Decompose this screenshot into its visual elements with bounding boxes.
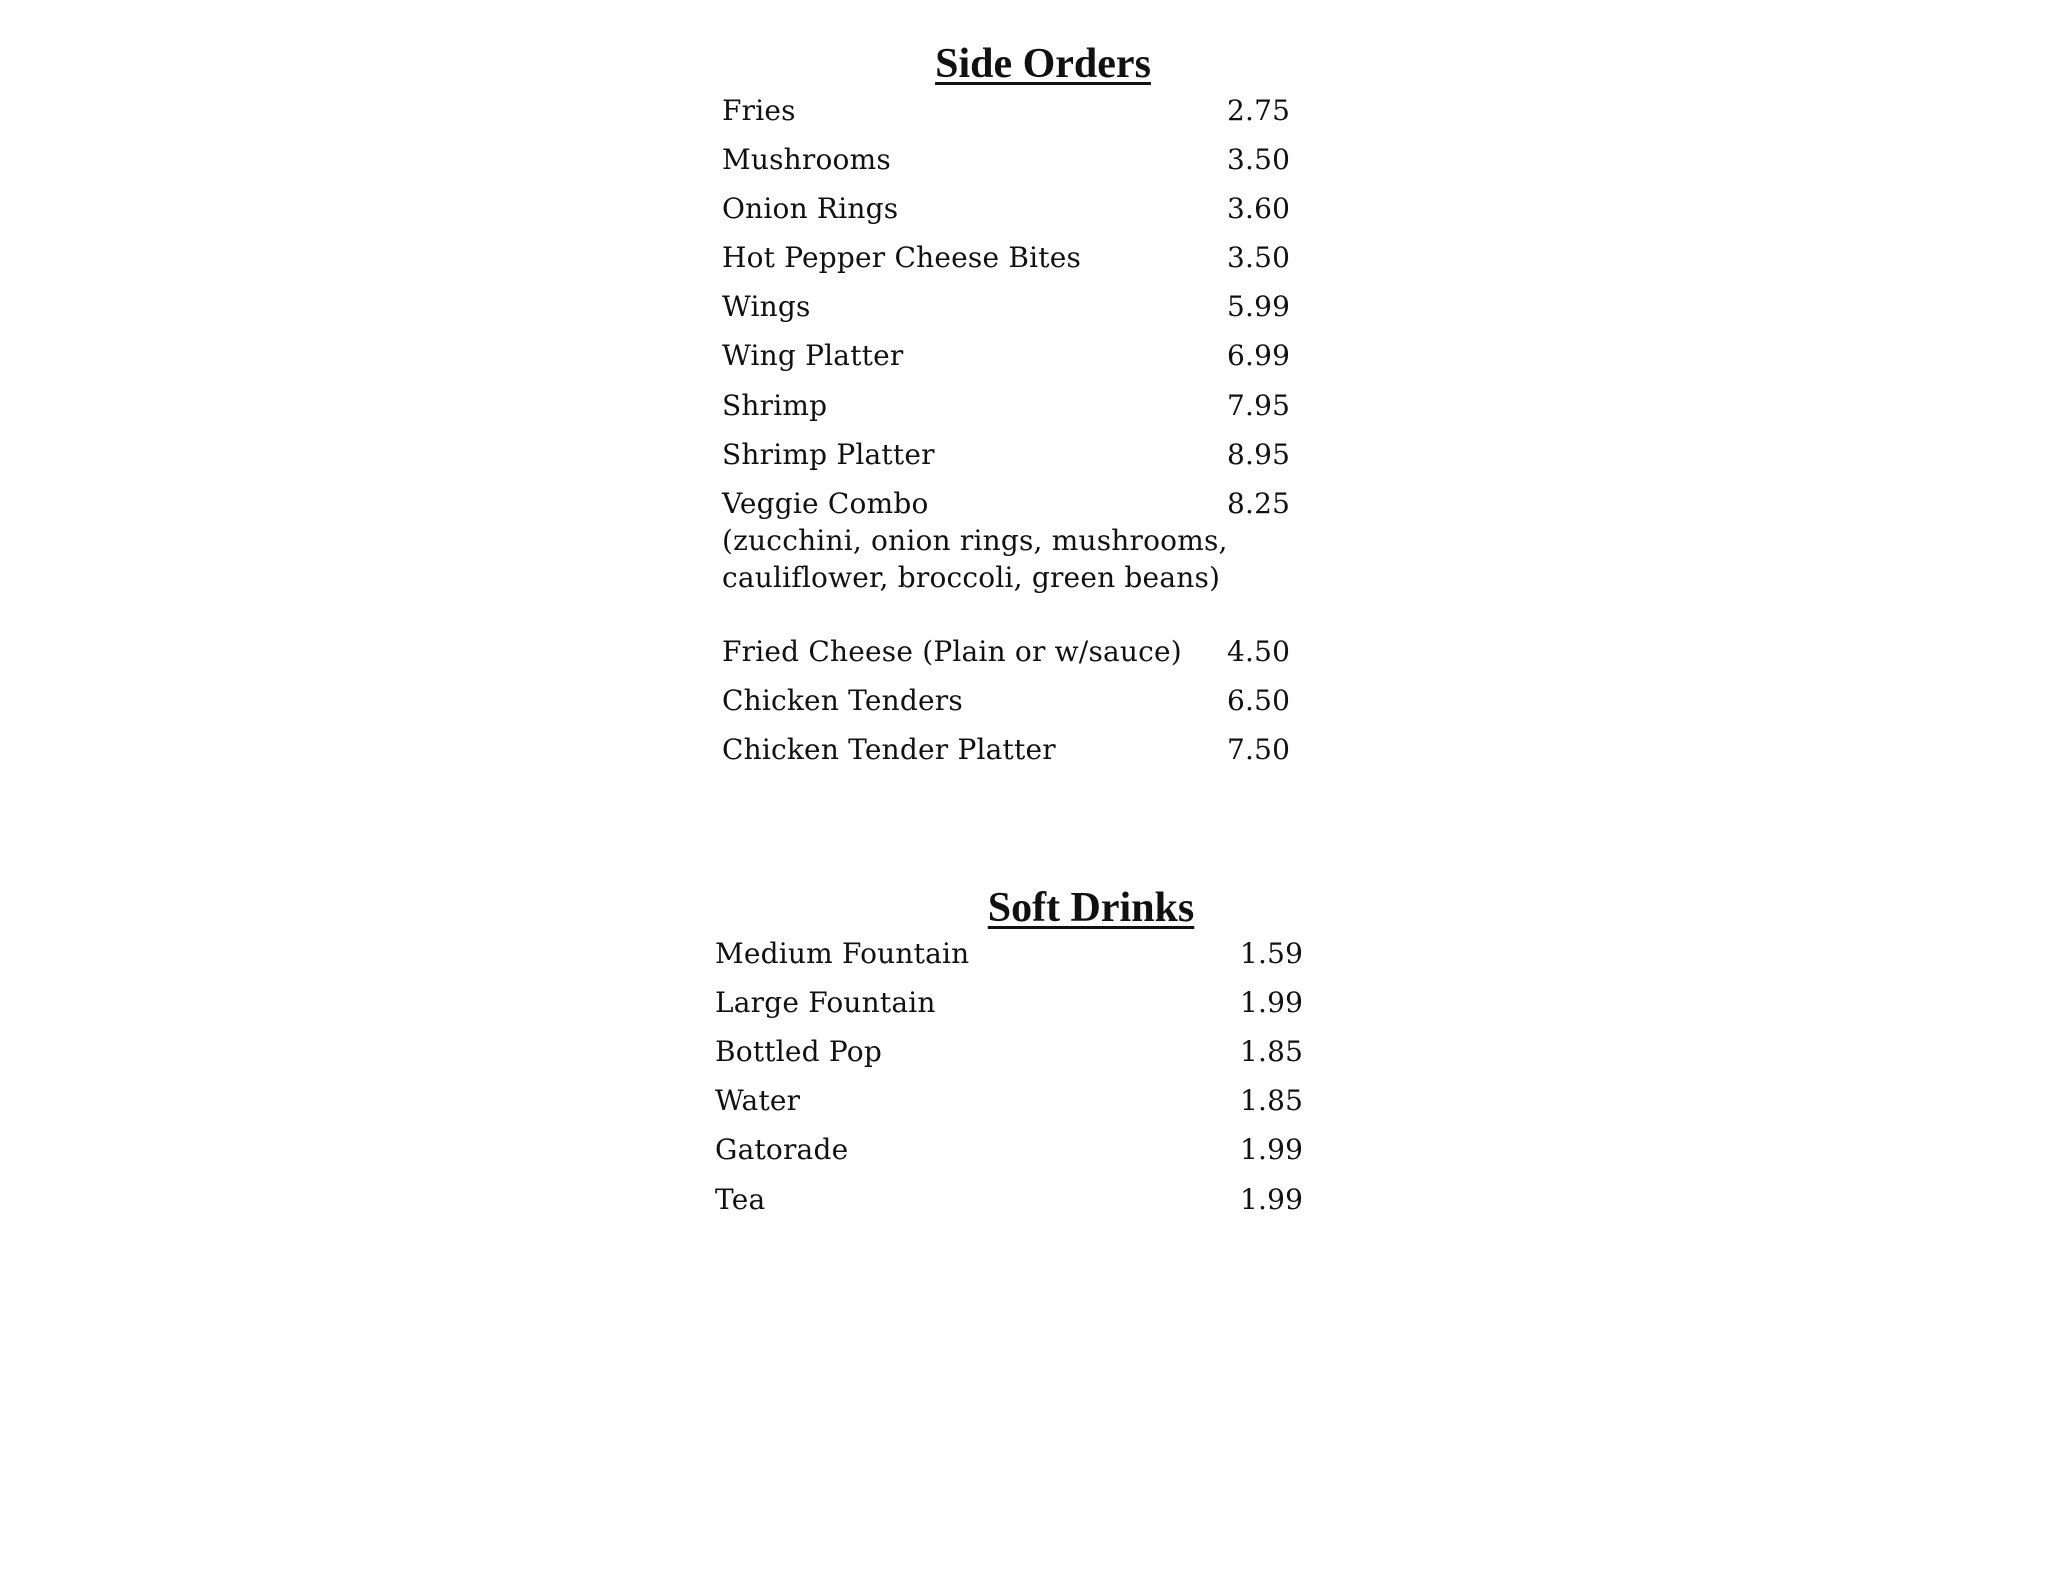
item-name: Wings xyxy=(722,290,811,323)
item-price: 1.85 xyxy=(1240,1035,1304,1068)
item-price: 1.99 xyxy=(1240,986,1304,1019)
item-price: 1.99 xyxy=(1240,1133,1304,1166)
item-price: 7.95 xyxy=(1227,389,1291,422)
item-name: Fries xyxy=(722,94,796,127)
item-name: Large Fountain xyxy=(715,986,936,1019)
item-name: Mushrooms xyxy=(722,143,891,176)
item-name: Shrimp xyxy=(722,389,828,422)
item-price: 7.50 xyxy=(1227,733,1291,766)
side-orders-heading: Side Orders xyxy=(935,41,1151,87)
item-name: Veggie Combo xyxy=(722,487,929,520)
item-price: 5.99 xyxy=(1227,290,1291,323)
item-name: Chicken Tender Platter xyxy=(722,733,1056,766)
item-price: 6.50 xyxy=(1227,684,1291,717)
item-price: 3.60 xyxy=(1227,192,1291,225)
item-price: 3.50 xyxy=(1227,143,1291,176)
item-price: 6.99 xyxy=(1227,339,1291,372)
item-name: Bottled Pop xyxy=(715,1035,882,1068)
item-price: 4.50 xyxy=(1227,635,1291,668)
item-name: Shrimp Platter xyxy=(722,438,935,471)
item-name: Tea xyxy=(715,1183,766,1216)
item-description: (zucchini, onion rings, mushrooms, cauliflower, broccoli, green beans) xyxy=(722,524,1228,594)
item-name: Chicken Tenders xyxy=(722,684,963,717)
item-price: 1.59 xyxy=(1240,937,1304,970)
item-price: 3.50 xyxy=(1227,241,1291,274)
item-name: Wing Platter xyxy=(722,339,904,372)
item-price: 8.95 xyxy=(1227,438,1291,471)
item-price: 1.99 xyxy=(1240,1183,1304,1216)
item-name: Onion Rings xyxy=(722,192,899,225)
item-name: Water xyxy=(715,1084,801,1117)
item-name: Gatorade xyxy=(715,1133,849,1166)
soft-drinks-heading: Soft Drinks xyxy=(987,885,1195,931)
item-name: Hot Pepper Cheese Bites xyxy=(722,241,1082,274)
item-price: 2.75 xyxy=(1227,94,1291,127)
item-price: 8.25 xyxy=(1227,487,1291,520)
item-name: Fried Cheese (Plain or w/sauce) xyxy=(722,635,1182,668)
item-name: Medium Fountain xyxy=(715,937,970,970)
item-price: 1.85 xyxy=(1240,1084,1304,1117)
